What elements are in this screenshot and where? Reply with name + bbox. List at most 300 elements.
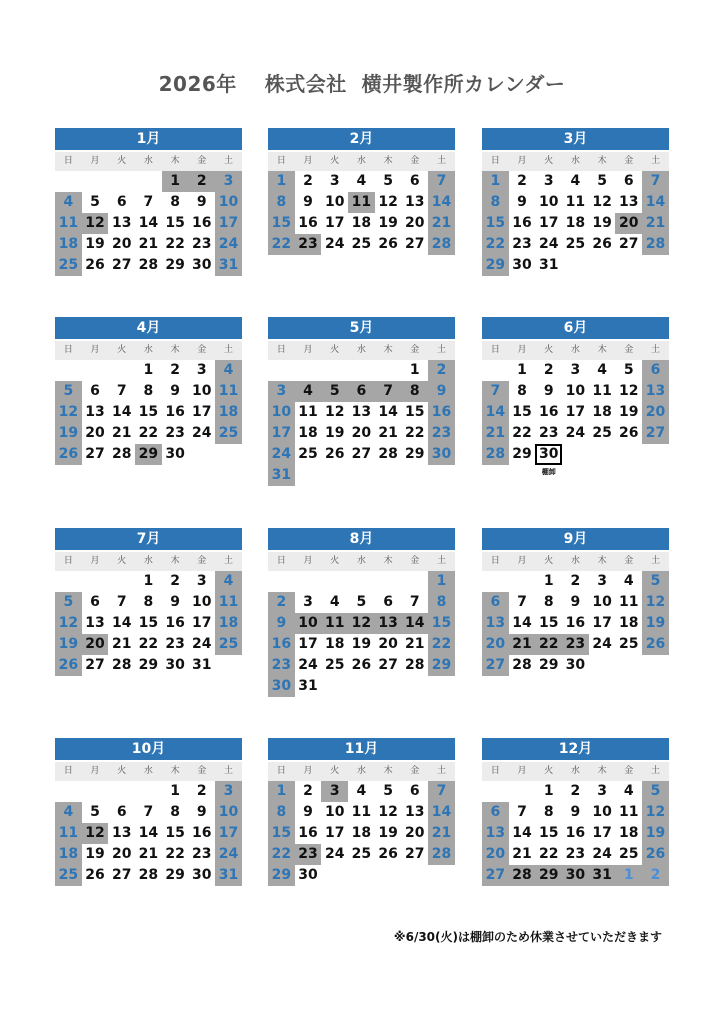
day-cell: 17: [592, 615, 612, 631]
day-cell: 15: [138, 404, 159, 420]
day-cell: 15: [268, 213, 295, 234]
day-cell: 20: [378, 636, 398, 652]
day-cell: 23: [538, 425, 559, 441]
weekday-header-row: [55, 762, 242, 781]
day-cell: 17: [268, 423, 295, 444]
day-cell: 29: [538, 657, 559, 673]
day-cell: 17: [592, 825, 612, 841]
day-cell: 30: [298, 867, 318, 883]
day-cell: 18: [298, 425, 318, 441]
day-cell: 9: [303, 804, 313, 820]
day-cell: 14: [512, 825, 532, 841]
day-cell: 7: [409, 594, 420, 610]
day-cell: 5: [597, 173, 607, 189]
day-cell: 6: [383, 594, 393, 610]
day-cell: 26: [324, 446, 345, 462]
day-cell: 4: [295, 381, 322, 402]
day-cell: 26: [351, 657, 372, 673]
day-cell: 8: [482, 192, 509, 213]
weekday-label: 日: [63, 156, 73, 166]
day-grid: [482, 171, 669, 276]
day-cell: 21: [138, 846, 159, 862]
weekday-label: 金: [624, 345, 634, 355]
day-cell: 23: [192, 236, 212, 252]
day-cell: 27: [482, 865, 509, 886]
day-cell: 21: [428, 213, 455, 234]
day-cell: 18: [351, 215, 372, 231]
day-cell: 1: [543, 573, 554, 589]
day-cell: 14: [111, 404, 132, 420]
weekday-label: 日: [63, 345, 73, 355]
weekday-label: 日: [276, 556, 286, 566]
day-cell: 1: [482, 171, 509, 192]
day-cell: 8: [268, 192, 295, 213]
weekday-label: 水: [570, 766, 580, 776]
weekday-label: 火: [117, 345, 127, 355]
month-block: [482, 317, 669, 476]
day-cell: 10: [538, 194, 559, 210]
day-cell: 6: [642, 360, 669, 381]
day-cell: 31: [268, 465, 295, 486]
day-cell: 23: [562, 634, 589, 655]
day-cell: 13: [375, 613, 402, 634]
weekday-label: 土: [436, 156, 446, 166]
day-cell: 22: [138, 425, 159, 441]
weekday-label: 火: [330, 766, 340, 776]
empty-cell: [375, 360, 402, 381]
day-cell: 1: [543, 783, 554, 799]
day-cell: 25: [298, 446, 318, 462]
weekday-label: 火: [330, 345, 340, 355]
day-cell: 15: [512, 404, 532, 420]
day-cell: 29: [512, 446, 532, 462]
weekday-label: 火: [330, 556, 340, 566]
day-cell: 20: [482, 634, 509, 655]
day-cell: 25: [619, 846, 639, 862]
day-cell: 29: [535, 865, 562, 886]
day-cell: 5: [623, 362, 634, 378]
day-cell: 5: [321, 381, 348, 402]
day-cell: 11: [55, 823, 82, 844]
day-cell: 26: [642, 844, 669, 865]
day-cell: 4: [597, 362, 607, 378]
day-cell: 25: [215, 634, 242, 655]
month-header: 10月: [55, 738, 242, 760]
day-cell: 31: [538, 257, 559, 273]
empty-cell: [482, 571, 509, 592]
weekday-label: 日: [490, 766, 500, 776]
day-cell: 2: [570, 783, 581, 799]
day-cell: 18: [324, 636, 345, 652]
month-block: [268, 317, 455, 486]
day-cell: 31: [215, 255, 242, 276]
weekday-label: 木: [170, 766, 180, 776]
day-cell: 30: [428, 444, 455, 465]
day-cell: 26: [642, 634, 669, 655]
day-grid: [482, 781, 669, 886]
page-title: 2026年 株式会社 横井製作所カレンダー: [158, 72, 566, 96]
day-cell: 29: [165, 257, 185, 273]
weekday-label: 土: [650, 345, 660, 355]
day-cell: 21: [428, 823, 455, 844]
day-cell: 14: [512, 615, 532, 631]
day-cell: 8: [170, 804, 180, 820]
empty-cell: [321, 360, 348, 381]
footer-note: ※6/30(火)は棚卸のため休業させていただきます: [393, 930, 662, 944]
day-cell: 9: [428, 381, 455, 402]
day-cell: 22: [535, 634, 562, 655]
day-cell: 17: [298, 636, 318, 652]
day-cell: 27: [85, 657, 105, 673]
day-cell: 14: [138, 215, 159, 231]
day-cell: 2: [428, 360, 455, 381]
weekday-label: 土: [223, 156, 233, 166]
day-cell: 26: [619, 425, 639, 441]
weekday-label: 木: [383, 156, 393, 166]
day-cell: 15: [538, 825, 559, 841]
day-cell: 11: [55, 213, 82, 234]
day-cell: 1: [268, 171, 295, 192]
day-cell: 23: [295, 234, 322, 255]
weekday-header-row: [55, 341, 242, 360]
empty-cell: [82, 571, 109, 592]
day-cell: 17: [215, 823, 242, 844]
weekday-header-row: [268, 341, 455, 360]
day-cell: 13: [405, 194, 425, 210]
weekday-label: 月: [303, 766, 313, 776]
day-cell: 14: [642, 192, 669, 213]
weekday-label: 月: [90, 345, 100, 355]
day-cell: 12: [642, 802, 669, 823]
day-cell: 16: [192, 215, 212, 231]
day-cell: 20: [351, 425, 372, 441]
day-cell: 21: [642, 213, 669, 234]
weekday-label: 金: [624, 156, 634, 166]
weekday-label: 木: [597, 345, 607, 355]
day-cell: 1: [428, 571, 455, 592]
day-cell: 6: [116, 194, 127, 210]
month-block: [268, 738, 455, 886]
day-cell: 13: [85, 404, 105, 420]
weekday-label: 火: [544, 156, 554, 166]
day-cell: 8: [170, 194, 180, 210]
day-cell: 17: [324, 215, 345, 231]
day-cell: 9: [303, 194, 313, 210]
weekday-label: 金: [197, 556, 207, 566]
day-cell: 11: [215, 592, 242, 613]
empty-cell: [509, 781, 536, 802]
day-cell: 8: [543, 594, 554, 610]
day-cell: 7: [375, 381, 402, 402]
month-header: 1月: [55, 128, 242, 150]
day-cell: 7: [143, 804, 154, 820]
day-grid: [55, 171, 242, 276]
weekday-label: 火: [544, 345, 554, 355]
day-cell: 3: [215, 171, 242, 192]
month-block: [268, 528, 455, 697]
weekday-label: 金: [410, 766, 420, 776]
day-cell: 21: [405, 636, 425, 652]
day-cell: 15: [428, 613, 455, 634]
weekday-label: 金: [410, 556, 420, 566]
weekday-header-row: [482, 762, 669, 781]
day-cell: 4: [55, 802, 82, 823]
day-cell: 4: [623, 573, 634, 589]
day-cell: 8: [517, 383, 527, 399]
day-cell: 18: [592, 404, 612, 420]
day-cell: 19: [85, 236, 105, 252]
empty-cell: [295, 360, 322, 381]
day-cell: 6: [116, 804, 127, 820]
day-cell: 10: [215, 802, 242, 823]
day-cell: 19: [378, 215, 398, 231]
day-cell: 5: [90, 194, 100, 210]
day-cell: 19: [642, 613, 669, 634]
day-cell: 25: [55, 865, 82, 886]
day-cell: 25: [619, 636, 639, 652]
day-cell: 13: [111, 215, 132, 231]
day-cell: 25: [351, 846, 372, 862]
month-block: [55, 128, 242, 276]
weekday-header-row: [482, 341, 669, 360]
day-cell: 2: [170, 362, 180, 378]
day-cell: 10: [565, 383, 586, 399]
weekday-label: 土: [223, 556, 233, 566]
day-cell: 9: [570, 804, 581, 820]
month-header: 12月: [482, 738, 669, 760]
day-cell: 28: [482, 444, 509, 465]
month-header: 6月: [482, 317, 669, 339]
month-block: [482, 738, 669, 886]
day-cell: 4: [623, 783, 634, 799]
weekday-label: 木: [597, 766, 607, 776]
day-cell: 5: [383, 173, 393, 189]
weekday-label: 金: [197, 766, 207, 776]
day-cell: 25: [351, 236, 372, 252]
day-cell: 5: [356, 594, 367, 610]
day-cell: 11: [351, 804, 372, 820]
weekday-label: 土: [436, 345, 446, 355]
weekday-label: 火: [544, 766, 554, 776]
day-cell: 3: [570, 362, 581, 378]
day-cell: 23: [428, 423, 455, 444]
day-cell: 18: [619, 825, 639, 841]
day-cell: 20: [85, 425, 105, 441]
day-cell: 12: [348, 613, 375, 634]
weekday-label: 木: [597, 156, 607, 166]
day-cell: 3: [196, 362, 207, 378]
day-cell: 11: [298, 404, 318, 420]
day-cell: 7: [517, 594, 527, 610]
day-cell: 2: [268, 592, 295, 613]
weekday-label: 水: [143, 556, 153, 566]
day-cell: 2: [170, 573, 180, 589]
day-cell: 13: [405, 804, 425, 820]
day-cell: 22: [268, 234, 295, 255]
day-cell: 28: [509, 865, 536, 886]
day-cell: 26: [378, 846, 398, 862]
empty-cell: [108, 171, 135, 192]
day-cell: 7: [428, 781, 455, 802]
weekday-label: 月: [517, 156, 527, 166]
day-cell: 13: [85, 615, 105, 631]
month-block: [482, 528, 669, 676]
day-cell: 13: [642, 381, 669, 402]
day-cell: 31: [298, 678, 318, 694]
weekday-label: 土: [436, 766, 446, 776]
day-cell: 22: [538, 846, 559, 862]
day-cell: 17: [215, 213, 242, 234]
day-cell: 21: [512, 846, 532, 862]
day-cell: 18: [215, 402, 242, 423]
day-cell: 31: [192, 657, 212, 673]
day-cell: 30: [192, 257, 212, 273]
day-cell: 2: [188, 171, 215, 192]
day-cell: 11: [619, 804, 639, 820]
weekday-label: 金: [410, 345, 420, 355]
day-cell: 7: [517, 804, 527, 820]
weekday-header-row: [55, 552, 242, 571]
day-cell: 11: [619, 594, 639, 610]
weekday-label: 土: [650, 556, 660, 566]
day-cell: 7: [428, 171, 455, 192]
day-cell: 11: [565, 194, 586, 210]
weekday-label: 月: [517, 766, 527, 776]
day-cell: 19: [642, 823, 669, 844]
weekday-label: 日: [276, 345, 286, 355]
empty-cell: [401, 571, 428, 592]
day-cell: 27: [111, 257, 132, 273]
day-cell: 17: [565, 404, 586, 420]
day-cell: 5: [642, 781, 669, 802]
month-header: 5月: [268, 317, 455, 339]
day-cell: 10: [215, 192, 242, 213]
day-cell: 18: [55, 234, 82, 255]
day-cell: 20: [405, 825, 425, 841]
day-cell: 11: [348, 192, 375, 213]
weekday-header-row: [268, 152, 455, 171]
day-cell: 27: [405, 236, 425, 252]
weekday-label: 火: [330, 156, 340, 166]
weekday-label: 日: [490, 556, 500, 566]
day-cell: 15: [268, 823, 295, 844]
day-cell: 2: [196, 783, 207, 799]
day-cell: 21: [509, 634, 536, 655]
weekday-label: 土: [436, 556, 446, 566]
month-block: [55, 528, 242, 676]
weekday-header-row: [268, 552, 455, 571]
day-cell: 24: [592, 636, 612, 652]
weekday-label: 木: [170, 345, 180, 355]
day-cell: 29: [405, 446, 425, 462]
weekday-label: 水: [143, 156, 153, 166]
weekday-label: 月: [303, 556, 313, 566]
day-cell: 26: [55, 444, 82, 465]
day-cell: 28: [111, 657, 132, 673]
empty-cell: [82, 360, 109, 381]
day-cell: 29: [428, 655, 455, 676]
month-header: 8月: [268, 528, 455, 550]
day-cell: 28: [111, 446, 132, 462]
weekday-header-row: [268, 762, 455, 781]
day-cell: 10: [268, 402, 295, 423]
day-cell: 23: [268, 655, 295, 676]
empty-cell: [321, 571, 348, 592]
day-cell: 16: [268, 634, 295, 655]
empty-cell: [108, 360, 135, 381]
day-cell: 10: [592, 804, 612, 820]
day-cell: 4: [215, 360, 242, 381]
day-cell: 12: [642, 592, 669, 613]
day-cell: 16: [298, 825, 318, 841]
weekday-label: 水: [143, 766, 153, 776]
day-cell: 3: [543, 173, 554, 189]
day-cell: 15: [165, 215, 185, 231]
day-cell: 2: [543, 362, 554, 378]
day-cell: 1: [517, 362, 527, 378]
day-cell: 3: [215, 781, 242, 802]
day-cell: 14: [111, 615, 132, 631]
day-cell: 27: [378, 657, 398, 673]
month-header: 9月: [482, 528, 669, 550]
day-cell: 21: [138, 236, 159, 252]
weekday-label: 日: [276, 766, 286, 776]
weekday-label: 水: [143, 345, 153, 355]
empty-cell: [268, 360, 295, 381]
weekday-label: 月: [303, 345, 313, 355]
day-cell: 12: [619, 383, 639, 399]
weekday-label: 金: [410, 156, 420, 166]
day-cell: 6: [482, 802, 509, 823]
day-cell: 29: [268, 865, 295, 886]
day-cell: 9: [170, 383, 180, 399]
day-cell: 10: [295, 613, 322, 634]
day-cell: 7: [482, 381, 509, 402]
day-cell: 30: [192, 867, 212, 883]
day-cell: 2: [303, 173, 313, 189]
day-cell: 4: [356, 783, 367, 799]
empty-cell: [135, 171, 162, 192]
day-cell: 16: [538, 404, 559, 420]
empty-cell: [348, 360, 375, 381]
day-cell: 12: [55, 402, 82, 423]
day-cell: 10: [192, 383, 212, 399]
day-cell: 22: [428, 634, 455, 655]
day-cell: 27: [405, 846, 425, 862]
day-cell: 16: [428, 402, 455, 423]
day-cell: 16: [565, 825, 586, 841]
weekday-label: 月: [303, 156, 313, 166]
weekday-label: 土: [223, 345, 233, 355]
day-cell: 17: [538, 215, 559, 231]
day-cell: 24: [324, 846, 345, 862]
day-cell: 27: [85, 446, 105, 462]
day-cell: 22: [268, 844, 295, 865]
day-cell: 2: [303, 783, 313, 799]
day-cell: 17: [192, 404, 212, 420]
day-cell: 22: [138, 636, 159, 652]
day-cell: 9: [196, 804, 207, 820]
day-cell: 25: [565, 236, 586, 252]
day-cell: 19: [619, 404, 639, 420]
day-cell: 1: [409, 362, 420, 378]
inventory-day-cell: 30 棚卸: [535, 444, 562, 465]
day-grid: [268, 360, 455, 486]
empty-cell: [55, 171, 82, 192]
day-cell: 28: [428, 844, 455, 865]
day-cell: 25: [215, 423, 242, 444]
weekday-header-row: [482, 152, 669, 171]
